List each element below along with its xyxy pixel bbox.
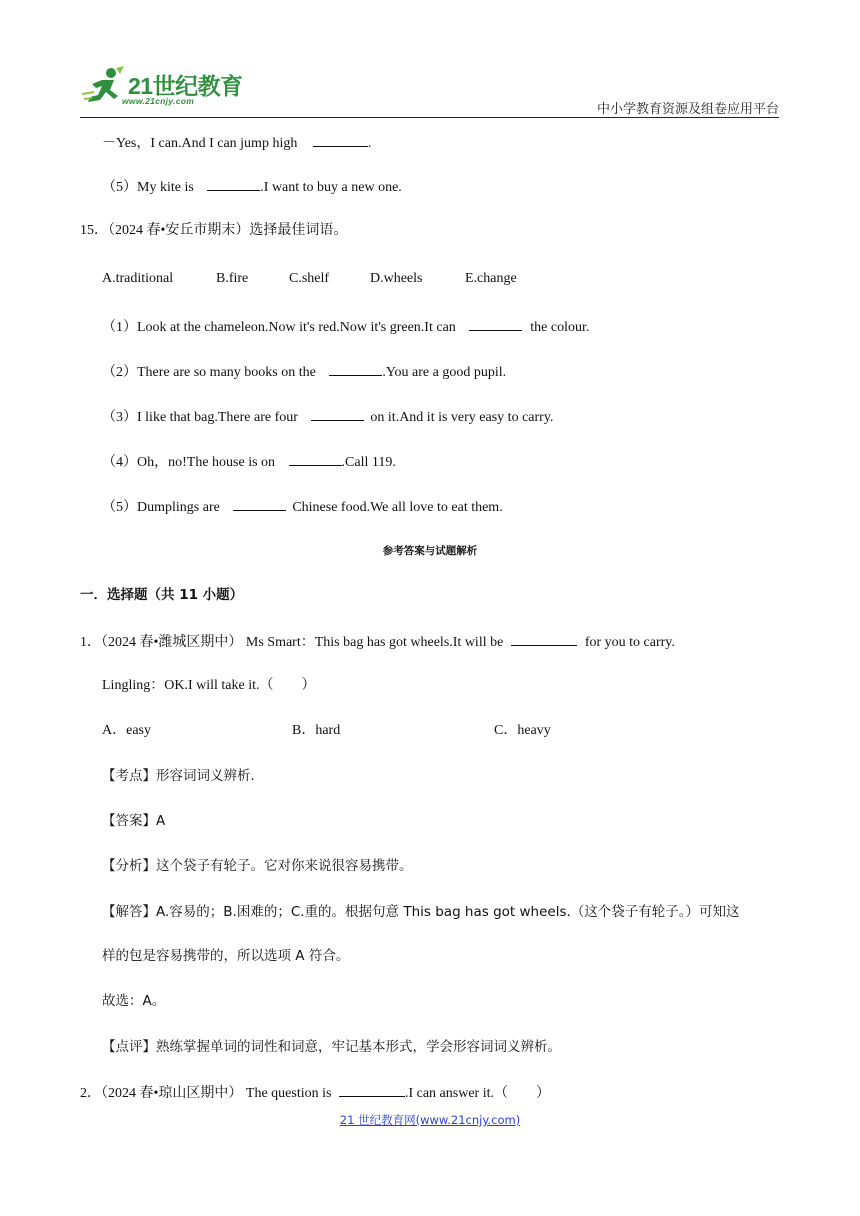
choice-a: A．easy [102,723,151,738]
q15-item-4-end: .Call 119. [341,455,396,470]
q1-choice-result: 故选：A。 [102,993,166,1009]
q14-item-5-text: （5）My kite is [102,180,194,195]
q15-item-1 [102,317,589,337]
option-c: C.shelf [289,271,330,286]
platform-name: 中小学教育资源及组卷应用平台 [596,102,779,117]
answer-blank [469,317,522,331]
footer [0,1112,860,1128]
q14-item-5-end: .I want to buy a new one. [260,180,402,195]
q15-item-3 [102,407,553,427]
q2-stem [80,1083,550,1103]
q15-item-2 [102,362,506,382]
option-d: D.wheels [370,271,423,286]
answer-blank [313,133,368,147]
header-divider [80,117,779,118]
q1-comment: 【点评】熟练掌握单词的词性和词意，牢记基本形式，学会形容词词义辨析。 [102,1039,561,1055]
option-a: A.traditional [102,271,174,286]
page-header [80,62,779,118]
q1-solution-1: 【解答】A.容易的；B.困难的；C.重的。根据句意 This bag has got wheels.（这个袋子有轮子。）可知这 [102,904,740,920]
option-e: E.change [465,271,517,286]
answer-blank [329,362,382,376]
q14-item-4-end: . [367,136,372,151]
q1-kaodian: 【考点】形容词词义辨析． [102,768,264,784]
q15-item-3-end: on it.And it is very easy to carry. [370,410,554,425]
q15-options [102,270,517,288]
q1-choices [102,722,551,740]
q15-item-2-end: .You are a good pupil. [382,365,507,380]
q2-stem-text: 2．（2024 春•琼山区期中） The question is [80,1086,332,1101]
answer-blank [339,1083,405,1097]
q15-item-5-text: （5）Dumplings are [102,500,220,515]
q2-stem-end: .I can answer it.（ ） [404,1086,550,1101]
section-heading: 一．选择题（共 11 小题） [80,587,244,603]
answer-blank [289,452,342,466]
q14-item-4-text: －Yes，I can.And I can jump high [102,136,298,151]
q1-analysis: 【分析】这个袋子有轮子。它对你来说很容易携带。 [102,858,413,874]
answer-blank [207,177,260,191]
choice-b: B．hard [292,723,341,738]
option-b: B.fire [216,271,249,286]
q15-item-4 [102,452,396,472]
answer-blank [311,407,364,421]
q14-item-5 [102,177,402,197]
logo-text: 21世纪教育 [128,73,243,99]
q15-item-5 [102,497,503,517]
answer-blank [233,497,286,511]
q1-stem-end: for you to carry. [584,635,675,650]
q15-item-1-text: （1）Look at the chameleon.Now it's red.Now it's green.It can [102,320,456,335]
q15-item-1-end: the colour. [530,320,590,335]
q1-stem-2: Lingling：OK.I will take it.（ ） [102,678,316,693]
running-man-icon [80,66,126,108]
q15-item-4-text: （4）Oh，no!The house is on [102,455,276,470]
q15-item-5-end: Chinese food.We all love to eat them. [292,500,503,515]
q1-stem-text: 1．（2024 春•潍城区期中） Ms Smart：This bag has got wheels.It will be [80,635,504,650]
q15-item-2-text: （2）There are so many books on the [102,365,316,380]
answers-title: 参考答案与试题解析 [382,545,478,557]
footer-link[interactable]: 21 世纪教育网(www.21cnjy.com) [339,1113,521,1127]
q1-stem [80,632,675,652]
logo [80,66,250,112]
q1-answer: 【答案】A [102,813,166,829]
q15-item-3-text: （3）I like that bag.There are four [102,410,298,425]
logo-url: www.21cnjy.com [122,96,195,106]
q15-title: 15．（2024 春•安丘市期末）选择最佳词语。 [80,223,348,238]
q1-solution-2: 样的包是容易携带的，所以选项 A 符合。 [102,948,350,964]
q14-item-4 [102,133,371,153]
answer-blank [511,632,577,646]
choice-c: C．heavy [494,723,551,738]
